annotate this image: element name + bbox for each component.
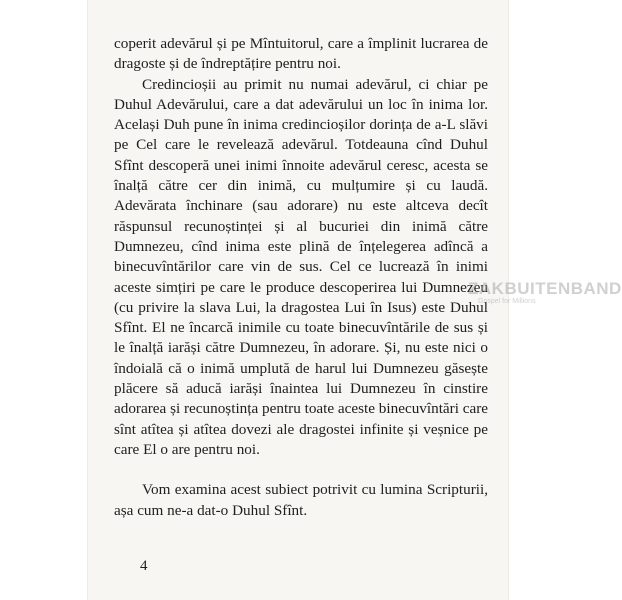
paragraph-main: Credincioșii au primit nu numai adevărul, ci chiar pe Duhul Adevărului, care a dat adevărului un loc în inima lor. Același Duh pune în inima credincioșilor dorința de a-L slăvi pe Cel care le revelează adevărul. Totdeauna cînd Duhul Sfînt descoperă unei inimi înnoite adevărul ceresc, acesta se înalță către cer din inimă, cu mulțumire și cu laudă. Adevărata închinare (sau adorare) nu este altceva decît răspunsul recunoștinței și al bucuriei din inimă către Dumnezeu, cînd inima este plină de înțelegerea adîncă a binecuvîntărilor care vin de sus. Cel ce lucrează în inimi aceste simțiri pe care le produce descoperirea lui Dumnezeu (cu privire la slava Lui, la dragostea Lui în Isus) este Duhul Sfînt. El ne încarcă inimile cu toate binecuvîntările de sus și le înalță iarăși către Dumnezeu, în adorare. Și, nu este nici o îndoială că o inimă umplută de harul lui Dumnezeu găsește plăcere să aducă iarăși înaintea lui Dumnezeu în cinstire adorarea și recunoștința pentru toate aceste binecuvîntări care sînt atîtea și atîtea dovezi ale dragostei infinite și veșnice pe care El o are pentru noi.	[114, 75, 489, 458]
book-page	[88, 0, 622, 600]
paragraph-closing: Vom examina acest subiect potrivit cu lumina Scripturii, așa cum ne-a dat-o Duhul Sfînt.	[114, 481, 488, 519]
watermark-tagline: Gospel for Millions	[478, 298, 536, 305]
page-number: 4	[140, 558, 148, 574]
watermark-brand: ZAKBUITENBAND	[468, 279, 622, 298]
watermark-logo	[468, 280, 622, 305]
page-body-text	[114, 34, 488, 521]
paragraph-continued: coperit adevărul și pe Mîntuitorul, care a împlinit lucrarea de dragoste și de îndreptățire pentru noi.	[114, 35, 488, 73]
